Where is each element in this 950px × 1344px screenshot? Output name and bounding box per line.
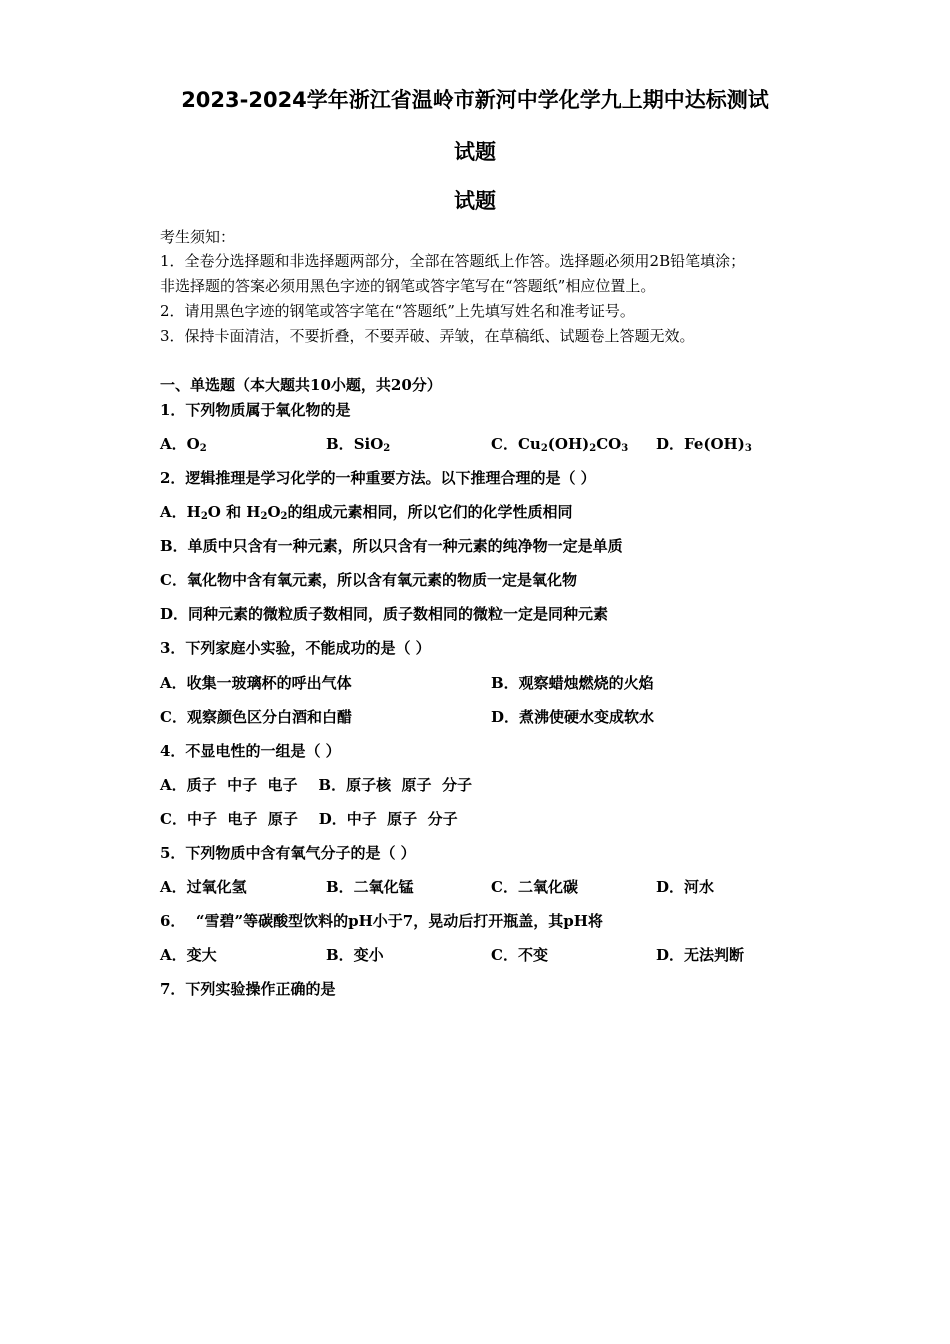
q6-option-a: A．变大: [160, 946, 217, 964]
q6-option-d: D．无法判断: [656, 946, 745, 964]
q3-option-d: D．煮沸使硬水变成软水: [491, 708, 655, 726]
question-4-stem: 4．不显电性的一组是（ ）: [160, 742, 341, 760]
q1-option-a: A．$O_2$: [160, 435, 207, 454]
q4-options-row-1: A．质子 中子 电子 B．原子核 原子 分子: [160, 776, 472, 794]
notice-item-3: 3．保持卡面清洁，不要折叠，不要弄破、弄皱，在草稿纸、试题卷上答题无效。: [160, 327, 695, 345]
q1-option-d: D．$Fe(OH)_3$: [656, 435, 752, 454]
q2-option-b: B．单质中只含有一种元素，所以只含有一种元素的纯净物一定是单质: [160, 537, 623, 555]
q3-option-c: C．观察颜色区分白酒和白醋: [160, 708, 352, 726]
notice-heading: 考生须知：: [160, 228, 236, 246]
q2-option-d: D．同种元素的微粒质子数相同，质子数相同的微粒一定是同种元素: [160, 605, 609, 623]
question-3-stem: 3．下列家庭小实验，不能成功的是（ ）: [160, 639, 431, 657]
q4-options-row-2: C．中子 电子 原子 D．中子 原子 分子: [160, 810, 458, 828]
question-7-stem: 7．下列实验操作正确的是: [160, 980, 336, 998]
q6-option-b: B．变小: [326, 946, 384, 964]
q5-option-c: C．二氧化碳: [491, 878, 578, 896]
exam-title-line2: 试题: [454, 140, 496, 164]
question-2-stem: 2．逻辑推理是学习化学的一种重要方法。以下推理合理的是（ ）: [160, 469, 596, 487]
q6-option-c: C．不变: [491, 946, 548, 964]
notice-item-1-cont: 非选择题的答案必须用黑色字迹的钢笔或答字笔写在“答题纸”相应位置上。: [160, 277, 656, 295]
question-1-stem: 1．下列物质属于氧化物的是: [160, 401, 351, 419]
q1-option-c: C．$Cu_2(OH)_2CO_3$: [491, 435, 629, 454]
q5-option-b: B．二氧化锰: [326, 878, 414, 896]
question-6-stem: 6． “雪碧”等碳酸型饮料的pH小于7，晃动后打开瓶盖，其pH将: [160, 912, 603, 930]
q2-option-c: C．氧化物中含有氧元素，所以含有氧元素的物质一定是氧化物: [160, 571, 577, 589]
notice-item-1: 1．全卷分选择题和非选择题两部分，全部在答题纸上作答。选择题必须用2B铅笔填涂；: [160, 252, 746, 270]
q2-option-a: A．$H_2O$ 和 $H_2O_2$的组成元素相同，所以它们的化学性质相同: [160, 503, 573, 522]
q5-option-d: D．河水: [656, 878, 715, 896]
exam-subtitle: 试题: [454, 189, 496, 213]
q5-option-a: A．过氧化氢: [160, 878, 247, 896]
q3-option-b: B．观察蜡烛燃烧的火焰: [491, 674, 654, 692]
q1-option-b: B．SiO$_2$: [326, 435, 391, 454]
notice-item-2: 2．请用黑色字迹的钢笔或答字笔在“答题纸”上先填写姓名和准考证号。: [160, 302, 635, 320]
q3-option-a: A．收集一玻璃杯的呼出气体: [160, 674, 352, 692]
exam-title: 2023-2024学年浙江省温岭市新河中学化学九上期中达标测试: [181, 88, 769, 112]
question-5-stem: 5．下列物质中含有氧气分子的是（ ）: [160, 844, 416, 862]
section-heading: 一、单选题（本大题共10小题，共20分）: [160, 376, 442, 394]
